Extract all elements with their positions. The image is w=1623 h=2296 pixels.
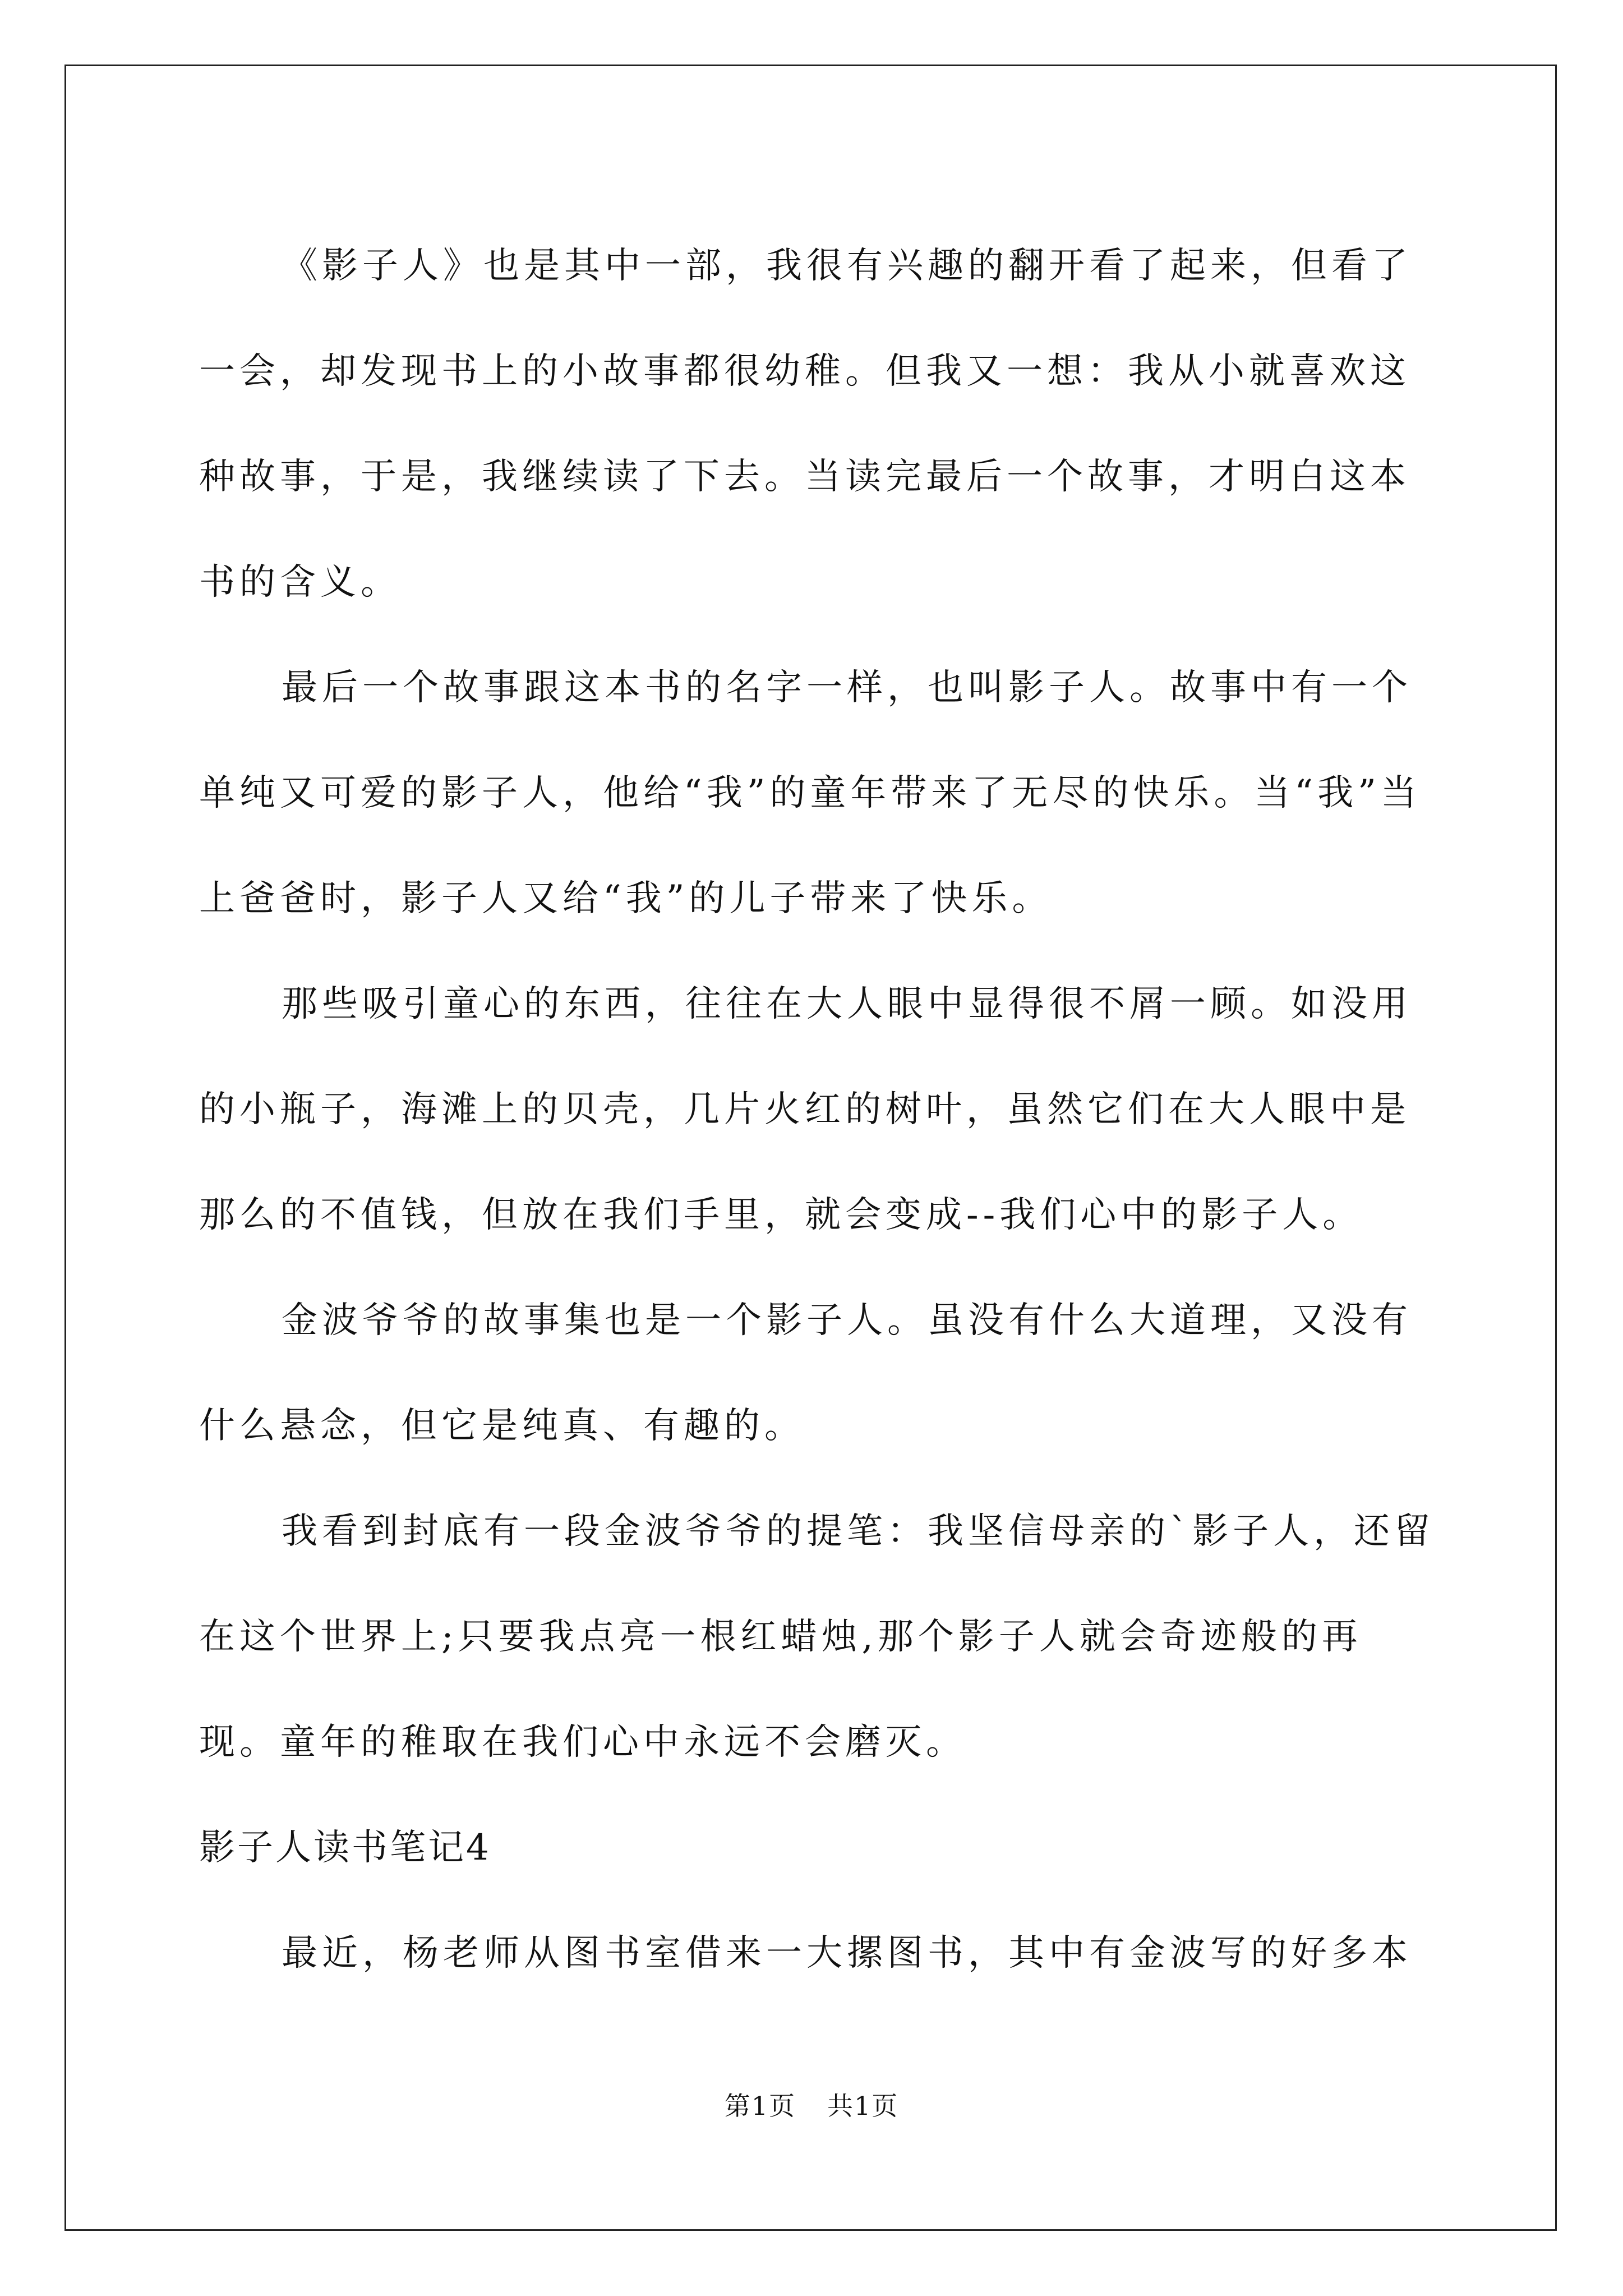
section-heading: 影子人读书笔记4	[199, 1827, 491, 1869]
paragraph-1: 《影子人》也是其中一部，我很有兴趣的翻开看了起来，但看了一会，却发现书上的小故事都很幼稚。但我又一想：我从小就喜欢这种故事，于是，我继续读了下去。当读完最后一个故事，才明白这本书的含义。	[199, 245, 1412, 603]
paragraph-2: 最后一个故事跟这本书的名字一样，也叫影子人。故事中有一个单纯又可爱的影子人，他给“我”的童年带来了无尽的快乐。当“我”当上爸爸时，影子人又给“我”的儿子带来了快乐。	[199, 667, 1421, 919]
paragraph-4: 金波爷爷的故事集也是一个影子人。虽没有什么大道理，又没有什么悬念，但它是纯真、有趣的。	[199, 1300, 1412, 1447]
document-body	[199, 213, 1441, 2006]
paragraph-5: 我看到封底有一段金波爷爷的提笔：我坚信母亲的`影子人，还留在这个世界上;只要我点亮一根红蜡烛,那个影子人就会奇迹般的再现。童年的稚取在我们心中永远不会磨灭。	[199, 1511, 1435, 1763]
page-footer	[0, 2086, 1623, 2123]
paragraph-3: 那些吸引童心的东西，往往在大人眼中显得很不屑一顾。如没用的小瓶子，海滩上的贝壳，几片火红的树叶，虽然它们在大人眼中是那么的不值钱，但放在我们手里，就会变成--我们心中的影子人。	[199, 983, 1412, 1236]
page-number: 第1页	[724, 2091, 796, 2121]
paragraph-6: 最近，杨老师从图书室借来一大摞图书，其中有金波写的好多本	[282, 1932, 1412, 1974]
page-total: 共1页	[827, 2091, 899, 2121]
